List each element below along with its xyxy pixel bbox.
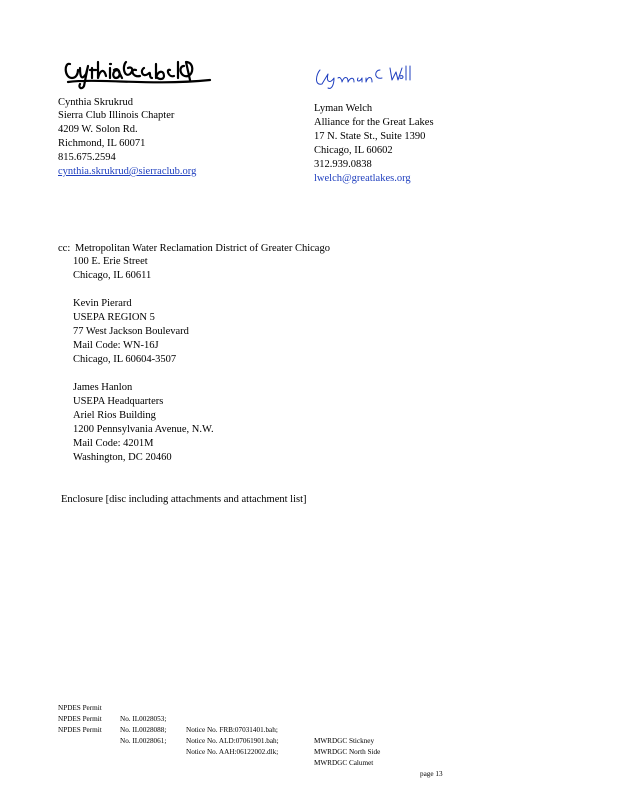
signatory-left-street: 4209 W. Solon Rd. [58,124,138,135]
footer-number: No. IL0028053; [120,715,167,723]
signatory-right-email-link[interactable]: lwelch@greatlakes.org [314,173,411,184]
cc-recipient-line: Chicago, IL 60604-3507 [73,354,177,365]
signatory-left-org: Sierra Club Illinois Chapter [58,110,175,121]
footer-permit: NPDES Permit [58,704,102,712]
footer-notice: Notice No. FRB:07031401.bah; [186,726,278,734]
footer-plant: MWRDGC North Side [314,748,381,756]
signatory-left-phone: 815.675.2594 [58,152,116,163]
cc-recipient-line: Metropolitan Water Reclamation District of Greater Chicago [75,243,330,254]
cc-recipient-line: USEPA Headquarters [73,396,164,407]
footer-permit: NPDES Permit [58,726,102,734]
footer-row [58,714,478,791]
footer-number: No. IL0028088; [120,726,167,734]
signatory-left-name: Cynthia Skrukrud [58,97,133,108]
cc-recipient-line: Chicago, IL 60611 [73,270,152,281]
footer-notice: Notice No. ALD:07061901.bah; [186,737,279,745]
enclosure-note: Enclosure [disc including attachments and attachment list] [61,494,307,505]
cc-recipient-line: USEPA REGION 5 [73,312,155,323]
cc-recipient-line: Ariel Rios Building [73,410,156,421]
signatory-right-phone: 312.939.0838 [314,159,372,170]
signatory-right-name: Lyman Welch [314,103,373,114]
footer-number: No. IL0028061; [120,737,167,745]
cc-recipient-line: Mail Code: WN-16J [73,340,159,351]
signature-lyman-welch [312,64,412,92]
cc-recipient-line: Kevin Pierard [73,298,132,309]
signatory-left-email-link[interactable]: cynthia.skrukrud@sierraclub.org [58,166,197,177]
signatory-right-city: Chicago, IL 60602 [314,145,393,156]
signatory-right-org: Alliance for the Great Lakes [314,117,434,128]
footer-plant: MWRDGC Calumet [314,759,374,767]
signatory-right-street: 17 N. State St., Suite 1390 [314,131,426,142]
footer-notice: Notice No. AAH:06122002.dlk; [186,748,279,756]
cc-recipient-line: James Hanlon [73,382,133,393]
signature-cynthia-skrukrud [60,56,220,92]
cc-recipient-line: Washington, DC 20460 [73,452,172,463]
signatory-left-city: Richmond, IL 60071 [58,138,146,149]
footer-page-number: page 13 [420,770,443,778]
cc-recipient-line: 100 E. Erie Street [73,256,148,267]
cc-recipient-line: 77 West Jackson Boulevard [73,326,189,337]
cc-label: cc: [58,243,71,254]
footer-plant: MWRDGC Stickney [314,737,375,745]
cc-recipient-line: 1200 Pennsylvania Avenue, N.W. [73,424,214,435]
cc-recipient-line: Mail Code: 4201M [73,438,154,449]
footer-permit: NPDES Permit [58,715,102,723]
